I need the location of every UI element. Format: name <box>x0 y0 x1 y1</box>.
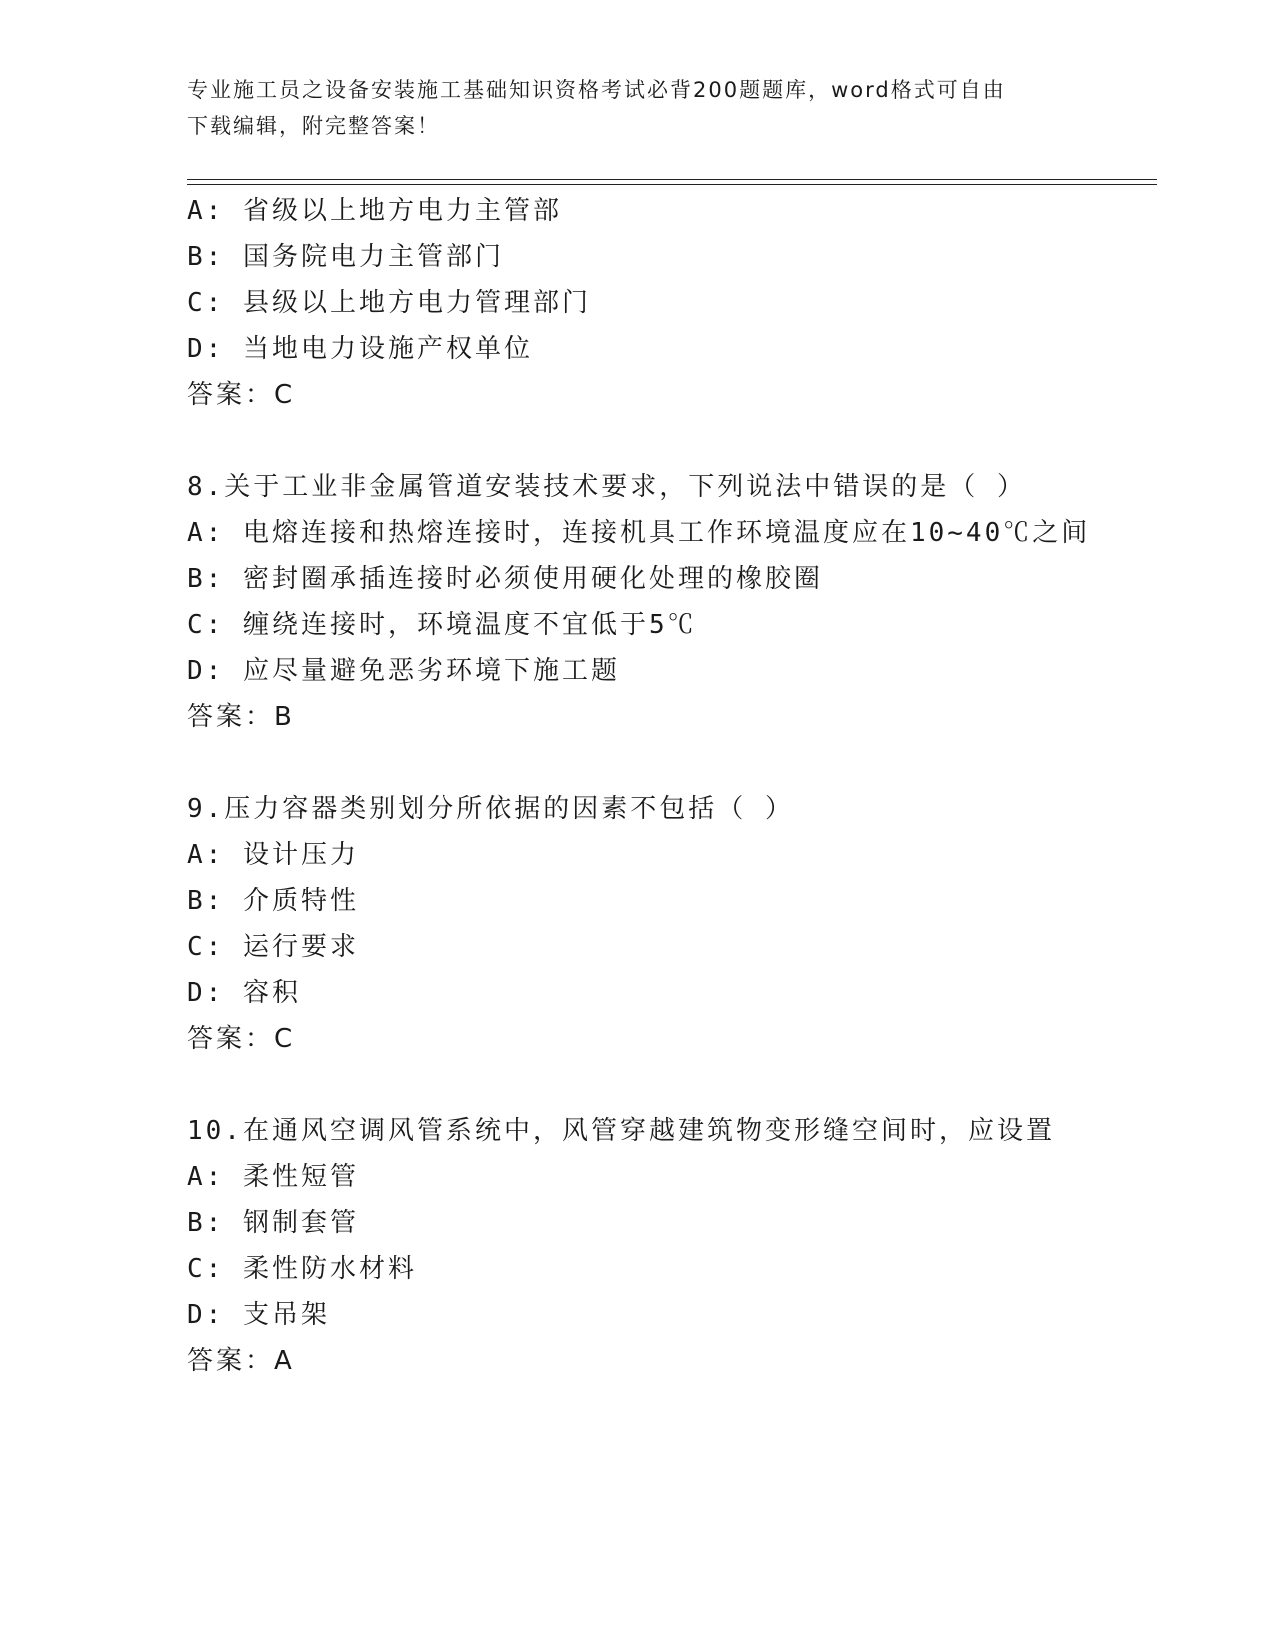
question-10 <box>187 1108 1187 1384</box>
spacer <box>187 418 1187 464</box>
header-divider-bottom <box>187 184 1157 185</box>
option-d: D: 容积 <box>187 978 301 1008</box>
answer: 答案：C <box>187 1024 296 1054</box>
option-d: D: 当地电力设施产权单位 <box>187 334 533 364</box>
question-stem: 10.在通风空调风管系统中，风管穿越建筑物变形缝空间时，应设置 <box>187 1116 1055 1146</box>
header-line-1: 专业施工员之设备安装施工基础知识资格考试必背200题题库，word格式可自由 <box>187 78 1006 102</box>
question-stem: 8.关于工业非金属管道安装技术要求，下列说法中错误的是（ ） <box>187 472 1026 502</box>
document-header <box>187 72 1087 144</box>
option-c: C: 缠绕连接时，环境温度不宜低于5℃ <box>187 610 697 640</box>
header-divider-top <box>187 179 1157 180</box>
option-c: C: 县级以上地方电力管理部门 <box>187 288 591 318</box>
spacer <box>187 740 1187 786</box>
option-a: A: 柔性短管 <box>187 1162 359 1192</box>
option-b: B: 介质特性 <box>187 886 359 916</box>
answer: 答案：A <box>187 1346 295 1376</box>
question-8 <box>187 464 1187 740</box>
header-line-2: 下载编辑，附完整答案！ <box>187 114 440 138</box>
option-a: A: 电熔连接和热熔连接时，连接机具工作环境温度应在10~40℃之间 <box>187 518 1091 548</box>
spacer <box>187 1062 1187 1108</box>
option-d: D: 应尽量避免恶劣环境下施工题 <box>187 656 620 686</box>
question-9 <box>187 786 1187 1062</box>
option-c: C: 柔性防水材料 <box>187 1254 417 1284</box>
question-7 <box>187 188 1187 418</box>
answer: 答案：C <box>187 380 296 410</box>
option-a: A: 设计压力 <box>187 840 359 870</box>
option-b: B: 钢制套管 <box>187 1208 359 1238</box>
option-c: C: 运行要求 <box>187 932 359 962</box>
option-b: B: 国务院电力主管部门 <box>187 242 504 272</box>
answer: 答案：B <box>187 702 295 732</box>
question-list <box>187 188 1187 1384</box>
option-b: B: 密封圈承插连接时必须使用硬化处理的橡胶圈 <box>187 564 823 594</box>
option-d: D: 支吊架 <box>187 1300 330 1330</box>
option-a: A: 省级以上地方电力主管部 <box>187 196 562 226</box>
question-stem: 9.压力容器类别划分所依据的因素不包括（ ） <box>187 794 794 824</box>
